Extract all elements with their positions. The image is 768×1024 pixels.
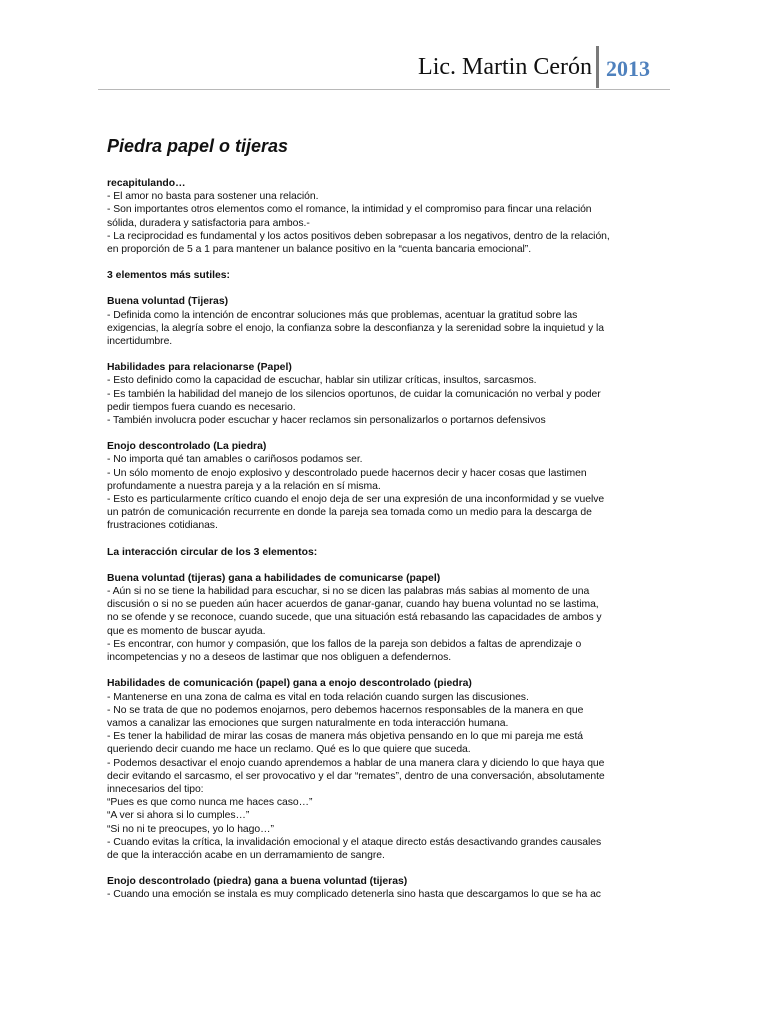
body-line: - Definida como la intención de encontrar soluciones más que problemas, acentuar la gratitud sobre las	[107, 309, 578, 321]
body-line: - El amor no basta para sostener una relación.	[107, 191, 319, 203]
body-line: - No se trata de que no podemos enojarnos, pero debemos hacernos responsables de la manera en que	[107, 704, 584, 716]
section-heading: Habilidades de comunicación (papel) gana a enojo descontrolado (piedra)	[107, 678, 472, 690]
body-line: - Son importantes otros elementos como el romance, la intimidad y el compromiso para fincar una relación	[107, 204, 592, 216]
section-7	[107, 572, 657, 664]
section-8	[107, 677, 657, 862]
page-header	[0, 44, 768, 90]
body-line: - Podemos desactivar el enojo cuando aprendemos a hablar de una manera clara y diciendo lo que haya que	[107, 757, 605, 769]
body-line: incertidumbre.	[107, 336, 173, 348]
body-line: un patrón de comunicación recurrente en donde la pareja sea tomada como un medio para la descarga de	[107, 507, 592, 519]
section-5	[107, 440, 657, 532]
body-line: - Esto es particularmente crítico cuando el enojo deja de ser una expresión de una inconformidad y se vuelve	[107, 494, 605, 506]
body-line: - Es encontrar, con humor y compasión, que los fallos de la pareja son debidos a faltas de aprendizaje o	[107, 638, 582, 650]
body-line: - Es tener la habilidad de mirar las cosas de manera más objetiva pensando en lo que mi pareja me está	[107, 731, 584, 743]
body-line: en proporción de 5 a 1 para mantener un balance positivo en la “cuenta bancaria emocional”.	[107, 244, 532, 256]
header-year: 2013	[606, 56, 650, 81]
section-2	[107, 269, 657, 282]
document-body	[107, 136, 657, 902]
body-line: vamos a canalizar las emociones que surgen naturalmente en toda interacción humana.	[107, 717, 509, 729]
body-line: - Cuando evitas la crítica, la invalidación emocional y el ataque directo estás desactivando grandes causales	[107, 836, 602, 848]
section-3	[107, 295, 657, 348]
body-line: queriendo decir cuando me hace un reclamo. Qué es lo que quiere que suceda.	[107, 744, 471, 756]
body-line: discusión o si no se pueden aún hacer acuerdos de ganar-ganar, cuando hay buena voluntad no se lastima,	[107, 599, 599, 611]
body-line: - Aún si no se tiene la habilidad para escuchar, si no se dicen las palabras más sabias al momento de una	[107, 586, 590, 598]
body-line: exigencias, la alegría sobre el enojo, la confianza sobre la desconfianza y la serenidad sobre la inquietud y la	[107, 322, 604, 334]
body-line: - También involucra poder escuchar y hacer reclamos sin personalizarlos o portarnos defensivos	[107, 415, 546, 427]
body-line: - Cuando una emoción se instala es muy complicado detenerla sino hasta que descargamos lo que se ha ac	[107, 889, 601, 901]
body-line: frustraciones cotidianas.	[107, 520, 218, 532]
section-1	[107, 177, 657, 256]
section-heading: Buena voluntad (tijeras) gana a habilidades de comunicarse (papel)	[107, 572, 441, 584]
section-heading: Enojo descontrolado (La piedra)	[107, 441, 267, 453]
document-title: Piedra papel o tijeras	[107, 136, 289, 156]
body-line: innecesarios del tipo:	[107, 783, 204, 795]
body-line: - No importa qué tan amables o cariñosos podamos ser.	[107, 454, 363, 466]
section-heading: Enojo descontrolado (piedra) gana a buena voluntad (tijeras)	[107, 876, 408, 888]
body-line: pedir tiempos fuera cuando es necesario.	[107, 401, 296, 413]
body-line: “Pues es que como nunca me haces caso…”	[107, 797, 313, 809]
body-line: incompetencias y no a deseos de lastimar que nos obliguen a defendernos.	[107, 652, 452, 664]
header-rule	[98, 89, 670, 90]
body-line: - Un sólo momento de enojo explosivo y descontrolado puede hacernos decir y hacer cosas que lastimen	[107, 467, 587, 479]
section-heading: recapitulando…	[107, 178, 186, 189]
section-6	[107, 546, 657, 559]
body-line: decir evitando el sarcasmo, el ser provocativo y el dar “remates”, dentro de una conversación, absolutamente	[107, 770, 605, 782]
body-line: - Mantenerse en una zona de calma es vital en toda relación cuando surgen las discusiones.	[107, 691, 529, 703]
section-heading: 3 elementos más sutiles:	[107, 270, 231, 282]
body-line: - La reciprocidad es fundamental y los actos positivos deben sobrepasar a los negativos, dentro de la relación,	[107, 230, 610, 242]
body-line: “Si no ni te preocupes, yo lo hago…”	[107, 823, 274, 835]
section-9	[107, 875, 657, 901]
body-line: “A ver si ahora si lo cumples…”	[107, 810, 250, 822]
section-heading: La interacción circular de los 3 elementos:	[107, 546, 318, 558]
body-line: que es momento de buscar ayuda.	[107, 625, 266, 637]
body-line: - Esto definido como la capacidad de escuchar, hablar sin utilizar críticas, insultos, sarcasmos.	[107, 375, 537, 387]
section-4	[107, 361, 657, 427]
body-line: profundamente a nuestra pareja y a la relación en sí misma.	[107, 480, 381, 492]
body-line: de que la interacción acabe en un derramamiento de sangre.	[107, 849, 385, 861]
header-divider	[596, 46, 599, 88]
body-line: sólida, duradera y satisfactoria para ambos.-	[107, 217, 310, 229]
body-line: no se ofende y se reconoce, cuando sucede, que una situación está rebasando las capacidades de ambos y	[107, 612, 602, 624]
section-heading: Buena voluntad (Tijeras)	[107, 296, 229, 308]
author-name: Lic. Martin Cerón	[418, 54, 592, 80]
body-line: - Es también la habilidad del manejo de los silencios oportunos, de cuidar la comunicación no verbal y poder	[107, 388, 601, 400]
section-heading: Habilidades para relacionarse (Papel)	[107, 362, 292, 374]
